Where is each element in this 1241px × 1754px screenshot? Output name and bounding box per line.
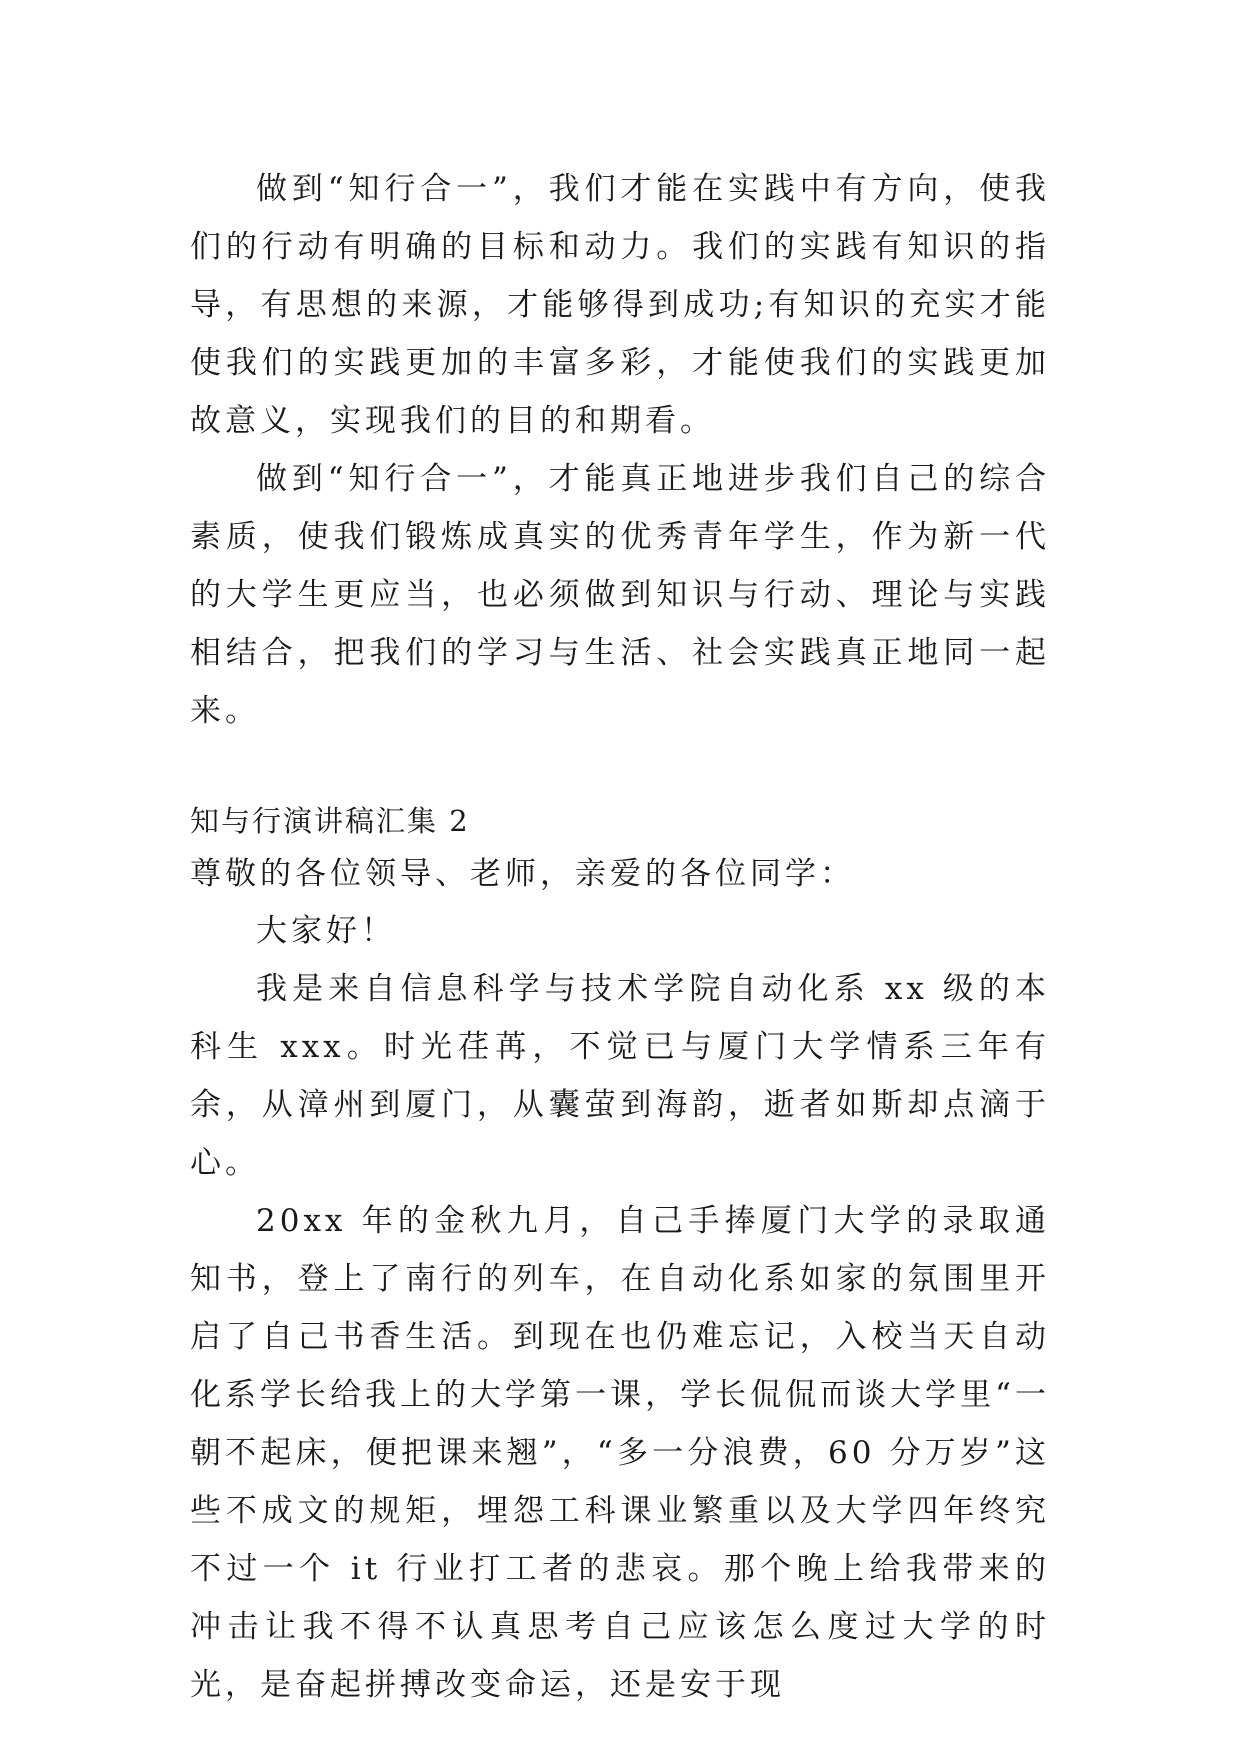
section-title: 知与行演讲稿汇集 2 bbox=[190, 804, 470, 838]
paragraph-3: 我是来自信息科学与技术学院自动化系 xx 级的本科生 xxx。时光荏苒，不觉已与厦门大学情系三年有余，从漳州到厦门，从囊萤到海韵，逝者如斯却点滴于心。 bbox=[190, 971, 1050, 1181]
document-body bbox=[190, 160, 1050, 1714]
paragraph-2: 做到“知行合一”，才能真正地进步我们自己的综合素质，使我们锻炼成真实的优秀青年学生，作为新一代的大学生更应当，也必须做到知识与行动、理论与实践相结合，把我们的学习与生活、社会实践真正地同一起来。 bbox=[190, 461, 1050, 729]
paragraph-4: 20xx 年的金秋九月，自己手捧厦门大学的录取通知书，登上了南行的列车，在自动化系如家的氛围里开启了自己书香生活。到现在也仍难忘记，入校当天自动化系学长给我上的大学第一课，学长侃侃而谈大学里“一朝不起床，便把课来翘”，“多一分浪费，60 分万岁”这些不成文的规矩，埋怨工科课业繁重以及大学四年终究不过一个 it 行业打工者的悲哀。那个晚上给我带来的冲击让我不得不认真思考自己应该怎么度过大学的时光，是奋起拼搏改变命运，还是安于现 bbox=[190, 1203, 1050, 1703]
paragraph-1: 做到“知行合一”，我们才能在实践中有方向，使我们的行动有明确的目标和动力。我们的实践有知识的指导，有思想的来源，才能够得到成功;有知识的充实才能使我们的实践更加的丰富多彩，才能使我们的实践更加故意义，实现我们的目的和期看。 bbox=[190, 171, 1050, 439]
greeting: 大家好！ bbox=[256, 913, 396, 949]
salutation: 尊敬的各位领导、老师，亲爱的各位同学： bbox=[190, 856, 855, 892]
